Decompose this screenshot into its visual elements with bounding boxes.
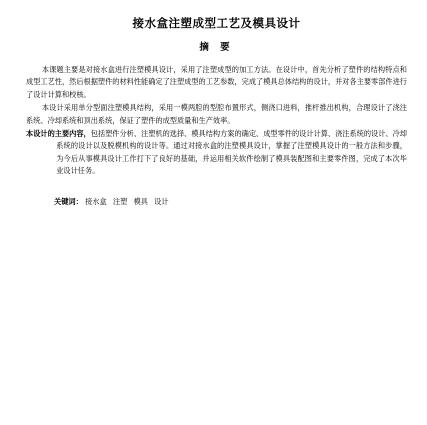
keywords-value: 接水盒 注塑 模具 设计	[85, 196, 169, 206]
paragraph-body-text: 包括塑件分析、注塑机的选择、模具结构方案的确定、成型零件的设计计算、浇注系统的设计、冷却系统的设计以及脱模机构的设计等。通过对接水盒的注塑模具设计，掌握了注塑模具设计的一般方法和步骤，为今后从事模具设计工作打下了良好的基础，并运用相关软件绘制了模具装配图和主要零件图，完成了本次毕业设计任务。	[56, 129, 407, 176]
keywords-line	[26, 196, 407, 208]
abstract-paragraph-1: 本课题主要是对接水盒进行注塑模具设计，采用了注塑成型的加工方法。在设计中，首先分析了塑件的结构特点和成型工艺性，然后根据塑件的材料性能确定了注塑成型的工艺参数，完成了模具总体结构的设计，并对各主要零部件进行了设计计算和校核。	[26, 65, 407, 99]
document-title: 接水盒注塑成型工艺及模具设计	[132, 16, 301, 30]
paragraph-lead-text: 本设计的主要内容，	[26, 129, 91, 139]
abstract-paragraph-2: 本设计采用单分型面注塑模具结构，采用一模两腔的型腔布置形式，侧浇口进料，推杆推出机构，合理设计了浇注系统、冷却系统和顶出系统，保证了塑件的成型质量和生产效率。	[26, 103, 407, 125]
abstract-paragraph-3	[26, 128, 407, 178]
abstract-heading: 摘 要	[199, 42, 234, 53]
keywords-label: 关键词：	[54, 196, 83, 206]
